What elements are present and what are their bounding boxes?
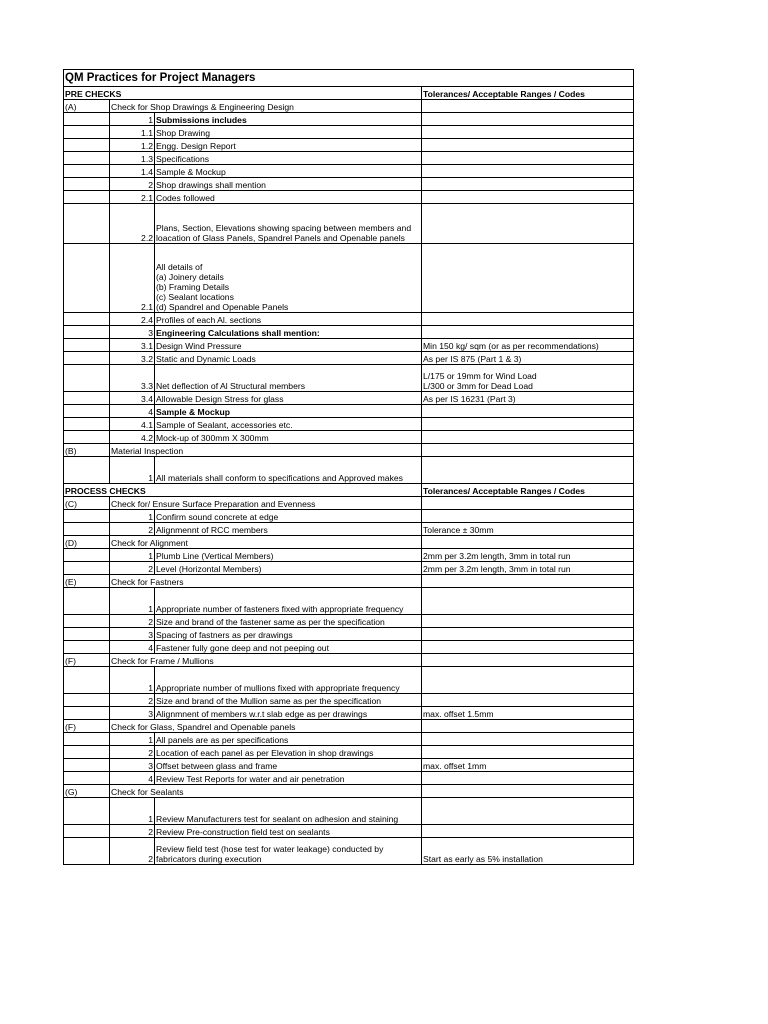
page-title: QM Practices for Project Managers — [64, 70, 634, 87]
item-text: Submissions includes — [155, 113, 422, 126]
tolerance-cell — [422, 431, 634, 444]
table-row — [64, 825, 634, 838]
section-letter: (F) — [64, 654, 110, 667]
item-text: Plans, Section, Elevations showing spacing between members and loacation of Glass Panels, Spandrel Panels and Openable panels — [155, 204, 422, 244]
item-text: Size and brand of the fastener same as per the specification — [155, 615, 422, 628]
tolerance-cell: max. offset 1.5mm — [422, 707, 634, 720]
table-row — [64, 510, 634, 523]
item-number: 1.2 — [110, 139, 155, 152]
section-heading: Check for Frame / Mullions — [110, 654, 422, 667]
tolerance-cell — [422, 588, 634, 615]
tolerance-cell — [422, 113, 634, 126]
table-row — [64, 352, 634, 365]
table-row — [64, 667, 634, 694]
pre-checks-spacer — [155, 87, 422, 100]
item-text: Allowable Design Stress for glass — [155, 392, 422, 405]
item-text: Spacing of fastners as per drawings — [155, 628, 422, 641]
table-row — [64, 431, 634, 444]
table-row — [64, 838, 634, 865]
table-row — [64, 523, 634, 536]
section-heading: Check for Glass, Spandrel and Openable panels — [110, 720, 422, 733]
tolerance-cell — [422, 418, 634, 431]
section-letter: (F) — [64, 720, 110, 733]
item-number: 2 — [110, 746, 155, 759]
tolerance-cell — [422, 139, 634, 152]
item-number: 1 — [110, 667, 155, 694]
table-row — [64, 339, 634, 352]
tolerance-cell — [422, 825, 634, 838]
section-letter: (A) — [64, 100, 110, 113]
table-row — [64, 244, 634, 313]
tolerance-cell — [422, 497, 634, 510]
tolerance-header: Tolerances/ Acceptable Ranges / Codes — [422, 87, 634, 100]
tolerance-cell — [422, 694, 634, 707]
item-text: Shop Drawing — [155, 126, 422, 139]
detail-line: All details of — [156, 262, 203, 272]
tolerance-cell — [422, 178, 634, 191]
item-number: 2 — [110, 178, 155, 191]
item-text: Alignmennt of RCC members — [155, 523, 422, 536]
tolerance-cell — [422, 654, 634, 667]
item-text: Mock-up of 300mm X 300mm — [155, 431, 422, 444]
item-text: Design Wind Pressure — [155, 339, 422, 352]
table-row — [64, 772, 634, 785]
tolerance-cell — [422, 615, 634, 628]
item-number: 1 — [110, 588, 155, 615]
item-text: Static and Dynamic Loads — [155, 352, 422, 365]
item-number: 4 — [110, 772, 155, 785]
tolerance-cell — [422, 457, 634, 484]
item-text: Codes followed — [155, 191, 422, 204]
item-text: Plumb Line (Vertical Members) — [155, 549, 422, 562]
tolerance-cell: As per IS 875 (Part 1 & 3) — [422, 352, 634, 365]
item-text: Shop drawings shall mention — [155, 178, 422, 191]
item-text: All panels are as per specifications — [155, 733, 422, 746]
item-text: Location of each panel as per Elevation in shop drawings — [155, 746, 422, 759]
item-number: 2.4 — [110, 313, 155, 326]
table-row — [64, 204, 634, 244]
item-number: 3 — [110, 628, 155, 641]
tolerance-cell: 2mm per 3.2m length, 3mm in total run — [422, 562, 634, 575]
item-number: 4 — [110, 405, 155, 418]
item-text: Sample & Mockup — [155, 405, 422, 418]
item-text: Review Pre-construction field test on sealants — [155, 825, 422, 838]
table-row — [64, 641, 634, 654]
item-number: 3 — [110, 759, 155, 772]
section-c-heading-row — [64, 497, 634, 510]
tolerance-cell — [422, 444, 634, 457]
item-number: 1.4 — [110, 165, 155, 178]
item-text: Size and brand of the Mullion same as per the specification — [155, 694, 422, 707]
table-row — [64, 392, 634, 405]
table-row — [64, 457, 634, 484]
tolerance-cell — [422, 191, 634, 204]
item-number: 1 — [110, 733, 155, 746]
section-letter: (C) — [64, 497, 110, 510]
tolerance-cell — [422, 746, 634, 759]
table-row — [64, 313, 634, 326]
item-number: 2 — [110, 838, 155, 865]
item-number: 2 — [110, 562, 155, 575]
detail-line: (a) Joinery details — [156, 272, 224, 282]
pre-checks-label: PRE CHECKS — [64, 87, 155, 100]
section-heading: Check for/ Ensure Surface Preparation and Evenness — [110, 497, 422, 510]
table-row — [64, 152, 634, 165]
item-text: Review Manufacturers test for sealant on adhesion and staining — [155, 798, 422, 825]
section-f-glass-heading-row — [64, 720, 634, 733]
item-number: 1.3 — [110, 152, 155, 165]
item-number: 2 — [110, 615, 155, 628]
tolerance-cell: Tolerance ± 30mm — [422, 523, 634, 536]
table-row — [64, 178, 634, 191]
item-text: Fastener fully gone deep and not peeping out — [155, 641, 422, 654]
item-number: 3.3 — [110, 365, 155, 392]
tolerance-cell — [422, 536, 634, 549]
item-number: 3 — [110, 707, 155, 720]
table-row — [64, 615, 634, 628]
item-text: All materials shall conform to specifications and Approved makes — [155, 457, 422, 484]
tolerance-cell — [422, 313, 634, 326]
table-row — [64, 798, 634, 825]
item-number: 4 — [110, 641, 155, 654]
item-number: 2 — [110, 523, 155, 536]
item-number: 1 — [110, 510, 155, 523]
section-heading: Check for Shop Drawings & Engineering Design — [110, 100, 422, 113]
tolerance-line: L/300 or 3mm for Dead Load — [423, 381, 533, 391]
tolerance-cell — [422, 365, 634, 392]
item-text: Level (Horizontal Members) — [155, 562, 422, 575]
item-number: 1 — [110, 549, 155, 562]
item-number: 3.4 — [110, 392, 155, 405]
tolerance-header: Tolerances/ Acceptable Ranges / Codes — [422, 484, 634, 497]
qm-practices-table — [63, 69, 634, 865]
table-row — [64, 165, 634, 178]
item-text: Confirm sound concrete at edge — [155, 510, 422, 523]
detail-line: (d) Spandrel and Openable Panels — [156, 302, 289, 312]
tolerance-cell — [422, 667, 634, 694]
item-text: Engineering Calculations shall mention: — [155, 326, 422, 339]
tolerance-cell: 2mm per 3.2m length, 3mm in total run — [422, 549, 634, 562]
tolerance-cell — [422, 244, 634, 313]
tolerance-cell — [422, 510, 634, 523]
table-row — [64, 694, 634, 707]
table-row — [64, 113, 634, 126]
detail-line: (b) Framing Details — [156, 282, 230, 292]
table-row — [64, 139, 634, 152]
table-row — [64, 326, 634, 339]
table-row — [64, 746, 634, 759]
process-checks-label: PROCESS CHECKS — [64, 484, 155, 497]
tolerance-cell — [422, 720, 634, 733]
tolerance-cell — [422, 152, 634, 165]
section-heading: Check for Sealants — [110, 785, 422, 798]
table-row — [64, 733, 634, 746]
section-heading: Material Inspection — [110, 444, 422, 457]
tolerance-cell — [422, 733, 634, 746]
item-text: Review field test (hose test for water leakage) conducted by fabricators during execution — [155, 838, 422, 865]
section-e-heading-row — [64, 575, 634, 588]
section-b-heading-row — [64, 444, 634, 457]
tolerance-cell: Min 150 kg/ sqm (or as per recommendations) — [422, 339, 634, 352]
process-checks-header-row — [64, 484, 634, 497]
item-text: Sample & Mockup — [155, 165, 422, 178]
tolerance-line: L/175 or 19mm for Wind Load — [423, 371, 537, 381]
tolerance-cell — [422, 100, 634, 113]
section-letter: (G) — [64, 785, 110, 798]
section-letter: (B) — [64, 444, 110, 457]
section-heading: Check for Fastners — [110, 575, 422, 588]
table-row — [64, 365, 634, 392]
tolerance-cell: As per IS 16231 (Part 3) — [422, 392, 634, 405]
section-letter: (E) — [64, 575, 110, 588]
item-number: 4.1 — [110, 418, 155, 431]
item-number: 2.2 — [110, 204, 155, 244]
item-text: Appropriate number of mullions fixed with appropriate frequency — [155, 667, 422, 694]
item-text: Engg. Design Report — [155, 139, 422, 152]
table-row — [64, 628, 634, 641]
detail-line: (c) Sealant locations — [156, 292, 234, 302]
item-number: 1 — [110, 113, 155, 126]
item-text — [155, 244, 422, 313]
item-number: 4.2 — [110, 431, 155, 444]
tolerance-cell — [422, 798, 634, 825]
tolerance-cell — [422, 785, 634, 798]
tolerance-cell — [422, 204, 634, 244]
item-number: 3.1 — [110, 339, 155, 352]
table-row — [64, 191, 634, 204]
tolerance-cell: Start as early as 5% installation — [422, 838, 634, 865]
item-text: Offset between glass and frame — [155, 759, 422, 772]
process-checks-spacer — [155, 484, 422, 497]
tolerance-cell — [422, 405, 634, 418]
item-number: 1 — [110, 798, 155, 825]
item-number: 2 — [110, 825, 155, 838]
table-row — [64, 562, 634, 575]
item-number: 1.1 — [110, 126, 155, 139]
item-number: 2 — [110, 694, 155, 707]
tolerance-cell — [422, 628, 634, 641]
tolerance-cell: max. offset 1mm — [422, 759, 634, 772]
table-row — [64, 126, 634, 139]
tolerance-cell — [422, 641, 634, 654]
item-text: Appropriate number of fasteners fixed with appropriate frequency — [155, 588, 422, 615]
table-row — [64, 549, 634, 562]
table-row — [64, 759, 634, 772]
item-text: Profiles of each Al. sections — [155, 313, 422, 326]
table-row — [64, 405, 634, 418]
item-text: Specifications — [155, 152, 422, 165]
title-row — [64, 70, 634, 87]
item-number: 3.2 — [110, 352, 155, 365]
tolerance-cell — [422, 772, 634, 785]
section-g-heading-row — [64, 785, 634, 798]
table-row — [64, 418, 634, 431]
table-row — [64, 588, 634, 615]
tolerance-cell — [422, 165, 634, 178]
item-text: Net deflection of Al Structural members — [155, 365, 422, 392]
tolerance-cell — [422, 575, 634, 588]
item-number: 1 — [110, 457, 155, 484]
pre-checks-header-row — [64, 87, 634, 100]
tolerance-cell — [422, 326, 634, 339]
section-a-heading-row — [64, 100, 634, 113]
tolerance-cell — [422, 126, 634, 139]
section-d-heading-row — [64, 536, 634, 549]
item-text: Alignmnent of members w.r.t slab edge as per drawings — [155, 707, 422, 720]
section-f-heading-row — [64, 654, 634, 667]
table-row — [64, 707, 634, 720]
item-text: Review Test Reports for water and air penetration — [155, 772, 422, 785]
item-number: 3 — [110, 326, 155, 339]
item-number: 2.1 — [110, 244, 155, 313]
section-letter: (D) — [64, 536, 110, 549]
item-number: 2.1 — [110, 191, 155, 204]
item-text: Sample of Sealant, accessories etc. — [155, 418, 422, 431]
section-heading: Check for Alignment — [110, 536, 422, 549]
